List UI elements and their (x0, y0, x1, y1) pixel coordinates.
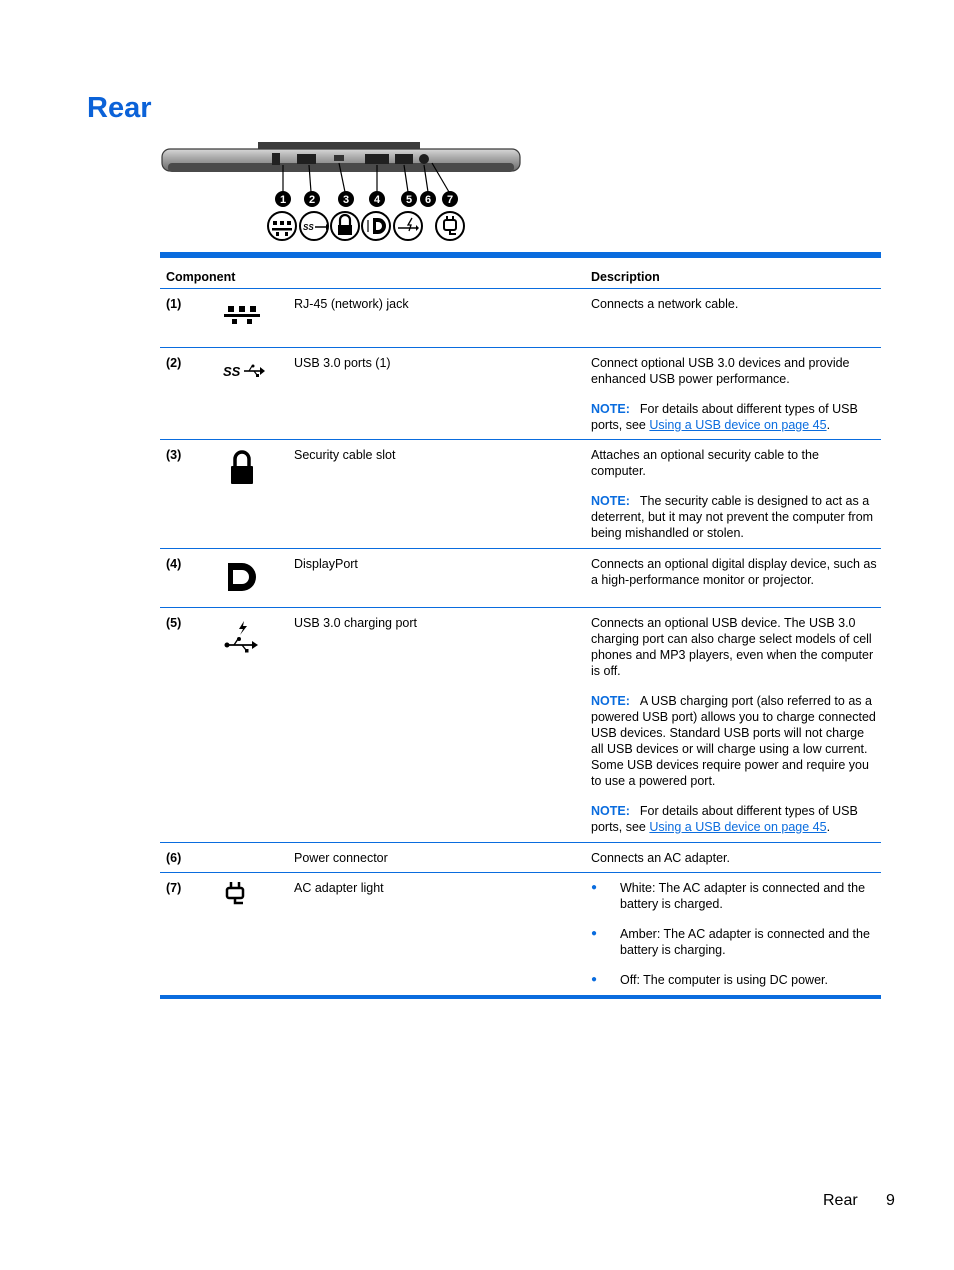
table-row (160, 348, 881, 440)
row-number: (5) (166, 616, 182, 630)
row-number: (1) (166, 297, 182, 311)
table-row (160, 843, 881, 873)
laptop-rear-edge (162, 142, 520, 172)
component-description: Connects a network cable. (591, 297, 739, 311)
power-plug-icon (222, 881, 248, 907)
note-label: NOTE: (591, 694, 630, 708)
usb-charging-icon (222, 620, 262, 654)
note-label: NOTE: (591, 494, 630, 508)
network-jack-icon (222, 303, 262, 325)
component-name: RJ-45 (network) jack (294, 297, 409, 311)
note: NOTE: For details about different types of USB ports, see Using a USB device on page 45. (591, 402, 858, 432)
callout-2: 2 (308, 194, 316, 206)
callout-1: 1 (279, 194, 287, 206)
list-item: ● White: The AC adapter is connected and the battery is charged. (591, 880, 877, 912)
table-header (160, 258, 881, 289)
row-number: (7) (166, 881, 182, 895)
table-bottom-rule (160, 996, 881, 999)
usb-device-link[interactable]: Using a USB device on page 45 (649, 820, 827, 834)
status-list (591, 880, 877, 988)
callout-6: 6 (424, 194, 432, 206)
usb-device-link[interactable]: Using a USB device on page 45 (649, 418, 827, 432)
lock-icon (338, 215, 352, 235)
table-row (160, 289, 881, 348)
note: NOTE: A USB charging port (also referred to as a powered USB port) allows you to charge connected USB devices. Standard USB ports will not charge all USB devices or will charge using a low current. Some USB devices require power and require you to use a powered port. (591, 694, 876, 788)
row-number: (3) (166, 448, 182, 462)
note-label: NOTE: (591, 804, 630, 818)
component-description: Connect optional USB 3.0 devices and provide enhanced USB power performance. NOTE: For details about different types of USB ports, see Using a USB device on page 45. (591, 355, 877, 433)
component-name: DisplayPort (294, 557, 358, 571)
footer-page-number: 9 (886, 1192, 895, 1209)
note: NOTE: The security cable is designed to act as a deterrent, but it may not prevent the computer from being mishandled or stolen. (591, 494, 874, 540)
displayport-icon (368, 218, 386, 234)
note: NOTE: For details about different types of USB ports, see Using a USB device on page 45. (591, 804, 858, 834)
component-name: USB 3.0 charging port (294, 616, 417, 630)
row-number: (2) (166, 356, 182, 370)
row-number: (6) (166, 851, 182, 865)
svg-text:SS: SS (303, 223, 314, 232)
table-row (160, 608, 881, 843)
components-table (160, 252, 881, 999)
component-name: Security cable slot (294, 448, 396, 462)
table-row (160, 549, 881, 608)
usb-charging-icon (398, 218, 419, 231)
callout-7: 7 (446, 194, 454, 206)
component-description (591, 880, 877, 988)
row-number: (4) (166, 557, 182, 571)
component-name: USB 3.0 ports (1) (294, 356, 391, 370)
table-row (160, 873, 881, 996)
component-description: Connects an optional digital display device, such as a high-performance monitor or projector. (591, 557, 877, 587)
table-row (160, 440, 881, 549)
list-item: ● Amber: The AC adapter is connected and the battery is charging. (591, 926, 877, 958)
lock-icon (222, 447, 262, 487)
callout-3: 3 (342, 194, 350, 206)
network-jack-icon (272, 221, 292, 236)
usb-ss-icon (222, 362, 266, 380)
component-description: Connects an optional USB device. The USB 3.0 charging port can also charge select models of cell phones and MP3 players, even when the computer is off. NOTE: A USB charging port (also referred to as a powered USB port) allows you to charge connected USB devices. Standard USB ports will not charge all USB devices or will charge using a low current. Some USB devices require power and require you to use a powered port. NOTE: For details about different types of USB ports, see Using a USB device on page 45. (591, 616, 876, 834)
page-title: Rear (87, 92, 152, 124)
header-component: Component (166, 270, 236, 284)
note-label: NOTE: (591, 402, 630, 416)
component-name: AC adapter light (294, 881, 384, 895)
list-item: ● Off: The computer is using DC power. (591, 972, 877, 988)
power-plug-icon (444, 216, 456, 234)
callout-4: 4 (373, 194, 381, 206)
footer-section-title: Rear (823, 1192, 858, 1209)
rear-view-illustration (160, 140, 524, 244)
svg-text:SS: SS (223, 364, 241, 379)
callout-5: 5 (405, 194, 413, 206)
usb-ss-icon (303, 223, 329, 232)
header-description: Description (591, 270, 660, 284)
component-description: Connects an AC adapter. (591, 851, 730, 865)
component-name: Power connector (294, 851, 388, 865)
component-description: Attaches an optional security cable to the computer. NOTE: The security cable is designed to act as a deterrent, but it may not prevent the computer from being mishandled or stolen. (591, 447, 877, 541)
displayport-icon (222, 560, 262, 594)
